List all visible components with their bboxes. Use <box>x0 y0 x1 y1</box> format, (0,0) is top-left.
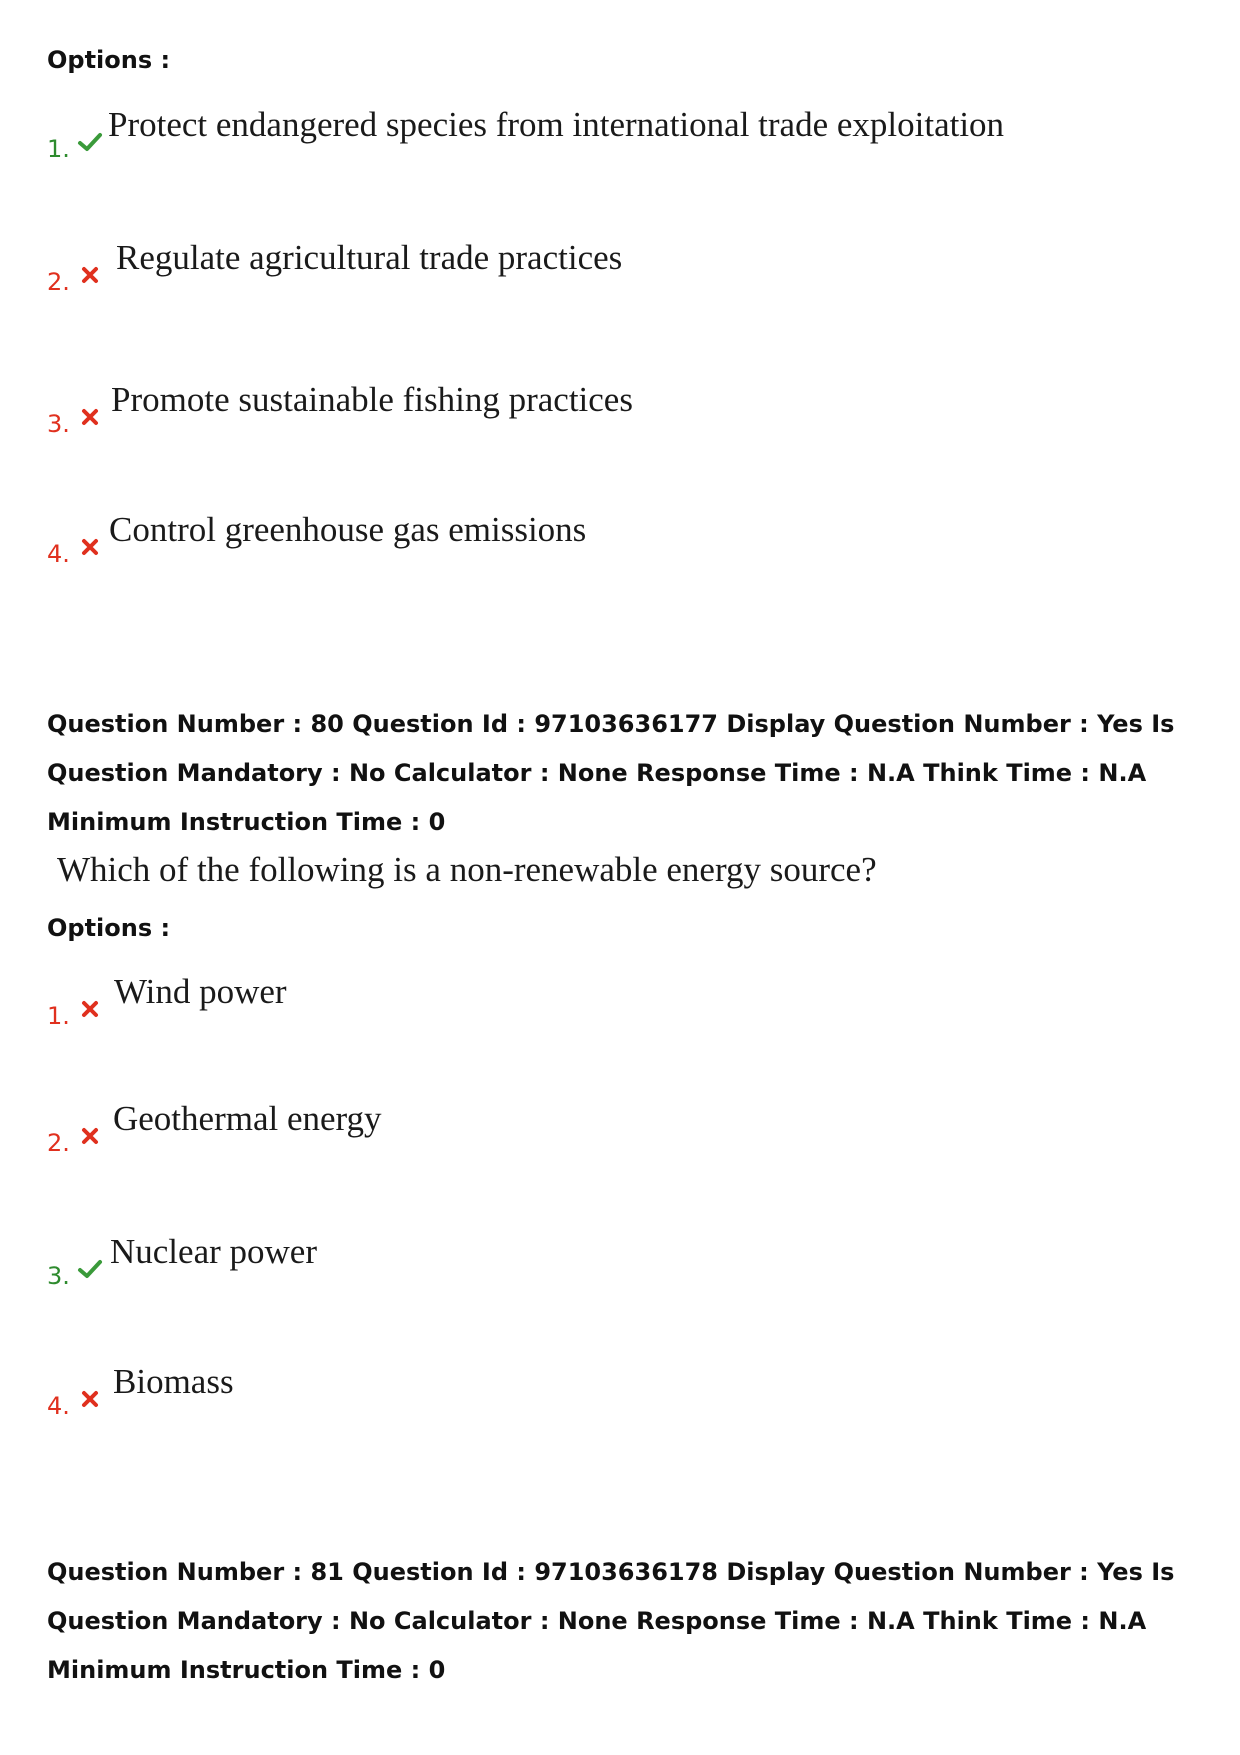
check-icon <box>77 129 103 155</box>
option-number: 4. <box>47 540 70 568</box>
option-text: Control greenhouse gas emissions <box>109 510 587 549</box>
cross-icon <box>77 1386 103 1412</box>
option-number: 4. <box>47 1392 70 1420</box>
option-text: Protect endangered species from international trade exploitation <box>108 105 1005 144</box>
options-label: Options : <box>47 46 171 74</box>
option-number: 1. <box>47 135 70 163</box>
question-meta: Question Number : 81 Question Id : 97103636178 Display Question Number : Yes Is Question Mandatory : No Calculator : None Response Time : N.A Think Time : N.A Minimum Instruction Time : 0 <box>47 1558 1175 1684</box>
check-icon <box>77 1256 103 1282</box>
question-meta: Question Number : 80 Question Id : 97103636177 Display Question Number : Yes Is Question Mandatory : No Calculator : None Response Time : N.A Think Time : N.A Minimum Instruction Time : 0 <box>47 710 1175 836</box>
option-text: Biomass <box>113 1362 234 1401</box>
question-text: Which of the following is a non-renewable energy source? <box>57 850 877 889</box>
option-text: Geothermal energy <box>113 1099 382 1138</box>
option-number: 1. <box>47 1002 70 1030</box>
cross-icon <box>77 404 103 430</box>
option-number: 2. <box>47 268 70 296</box>
option-number: 3. <box>47 410 70 438</box>
options-label: Options : <box>47 914 171 942</box>
cross-icon <box>77 534 103 560</box>
option-text: Nuclear power <box>110 1232 317 1271</box>
cross-icon <box>77 262 103 288</box>
option-number: 3. <box>47 1262 70 1290</box>
cross-icon <box>77 1123 103 1149</box>
option-text: Regulate agricultural trade practices <box>116 238 623 277</box>
option-text: Promote sustainable fishing practices <box>111 380 633 419</box>
option-text: Wind power <box>114 972 287 1011</box>
cross-icon <box>77 996 103 1022</box>
option-number: 2. <box>47 1129 70 1157</box>
